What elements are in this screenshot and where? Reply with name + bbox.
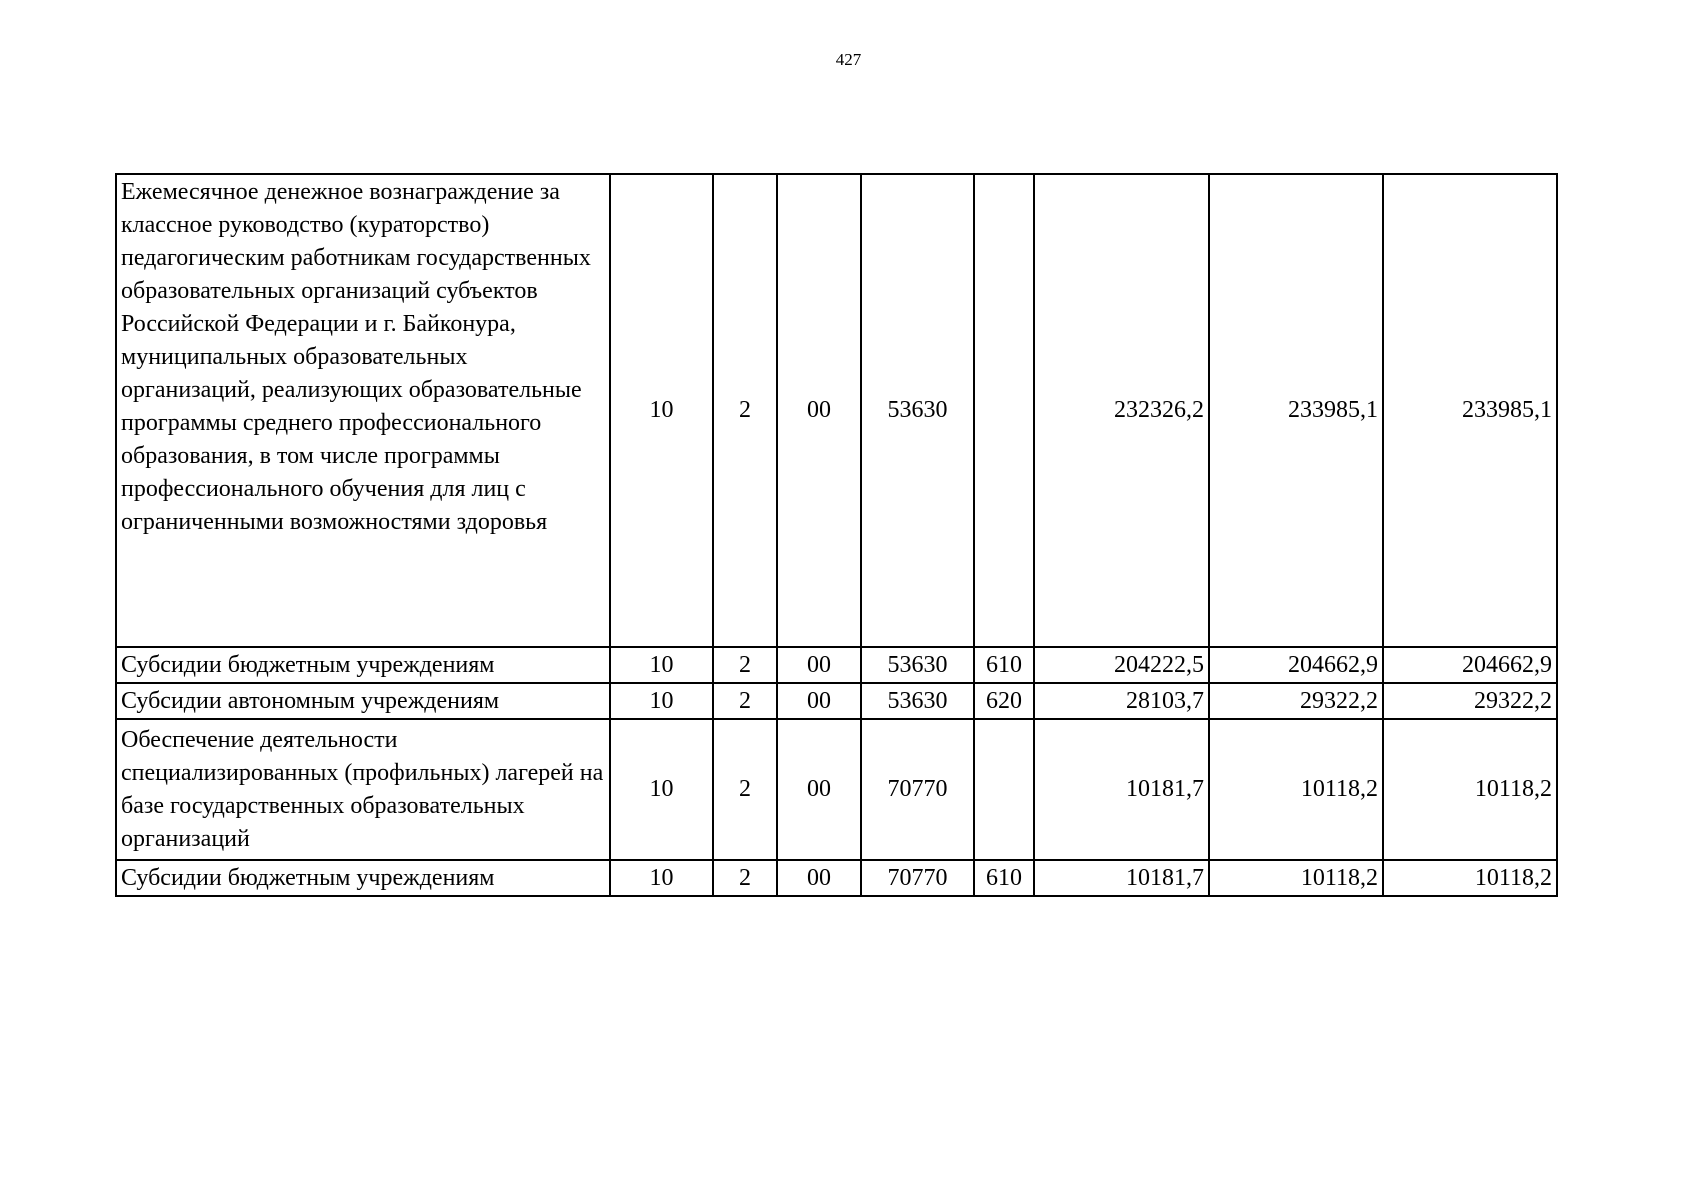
cell-expense-type bbox=[974, 719, 1034, 860]
table-row bbox=[116, 174, 1557, 647]
row-description: Ежемесячное денежное вознаграждение за классное руководство (кураторство) педагогическим работникам государственных образовательных организаций субъектов Российской Федерации и г. Байконура, муниципальных образовательных организаций, реализующих образовательные программы среднего профессионального образования, в том числе программы профессионального обучения для лиц с ограниченными возможностями здоровья bbox=[116, 174, 610, 647]
table-row bbox=[116, 719, 1557, 860]
table-row bbox=[116, 683, 1557, 719]
cell-amount-year3: 10118,2 bbox=[1383, 719, 1557, 860]
row-description: Субсидии бюджетным учреждениям bbox=[116, 860, 610, 896]
cell-amount-year3: 29322,2 bbox=[1383, 683, 1557, 719]
cell-subsection: 2 bbox=[713, 647, 777, 683]
cell-amount-year2: 204662,9 bbox=[1209, 647, 1383, 683]
cell-target-code-prefix: 00 bbox=[777, 174, 861, 647]
table-row bbox=[116, 647, 1557, 683]
page-number: 427 bbox=[835, 50, 862, 69]
cell-target-code: 70770 bbox=[861, 719, 974, 860]
row-description: Субсидии бюджетным учреждениям bbox=[116, 647, 610, 683]
cell-expense-type: 620 bbox=[974, 683, 1034, 719]
row-description: Обеспечение деятельности специализированных (профильных) лагерей на базе государственных образовательных организаций bbox=[116, 719, 610, 860]
cell-section: 10 bbox=[610, 683, 713, 719]
cell-subsection: 2 bbox=[713, 174, 777, 647]
cell-amount-year3: 204662,9 bbox=[1383, 647, 1557, 683]
cell-amount-year1: 10181,7 bbox=[1034, 860, 1209, 896]
cell-target-code: 53630 bbox=[861, 683, 974, 719]
cell-target-code-prefix: 00 bbox=[777, 683, 861, 719]
cell-target-code: 53630 bbox=[861, 647, 974, 683]
cell-subsection: 2 bbox=[713, 683, 777, 719]
cell-section: 10 bbox=[610, 860, 713, 896]
cell-expense-type: 610 bbox=[974, 860, 1034, 896]
cell-amount-year2: 233985,1 bbox=[1209, 174, 1383, 647]
cell-target-code: 70770 bbox=[861, 860, 974, 896]
cell-section: 10 bbox=[610, 719, 713, 860]
cell-amount-year1: 204222,5 bbox=[1034, 647, 1209, 683]
cell-target-code-prefix: 00 bbox=[777, 719, 861, 860]
cell-target-code-prefix: 00 bbox=[777, 647, 861, 683]
cell-section: 10 bbox=[610, 174, 713, 647]
cell-amount-year1: 232326,2 bbox=[1034, 174, 1209, 647]
cell-amount-year1: 10181,7 bbox=[1034, 719, 1209, 860]
cell-expense-type bbox=[974, 174, 1034, 647]
budget-table bbox=[115, 173, 1558, 897]
cell-expense-type: 610 bbox=[974, 647, 1034, 683]
cell-target-code-prefix: 00 bbox=[777, 860, 861, 896]
cell-amount-year2: 10118,2 bbox=[1209, 719, 1383, 860]
cell-amount-year2: 10118,2 bbox=[1209, 860, 1383, 896]
cell-amount-year2: 29322,2 bbox=[1209, 683, 1383, 719]
cell-amount-year1: 28103,7 bbox=[1034, 683, 1209, 719]
table-row bbox=[116, 860, 1557, 896]
cell-section: 10 bbox=[610, 647, 713, 683]
cell-amount-year3: 10118,2 bbox=[1383, 860, 1557, 896]
cell-amount-year3: 233985,1 bbox=[1383, 174, 1557, 647]
cell-subsection: 2 bbox=[713, 719, 777, 860]
cell-subsection: 2 bbox=[713, 860, 777, 896]
cell-target-code: 53630 bbox=[861, 174, 974, 647]
row-description: Субсидии автономным учреждениям bbox=[116, 683, 610, 719]
